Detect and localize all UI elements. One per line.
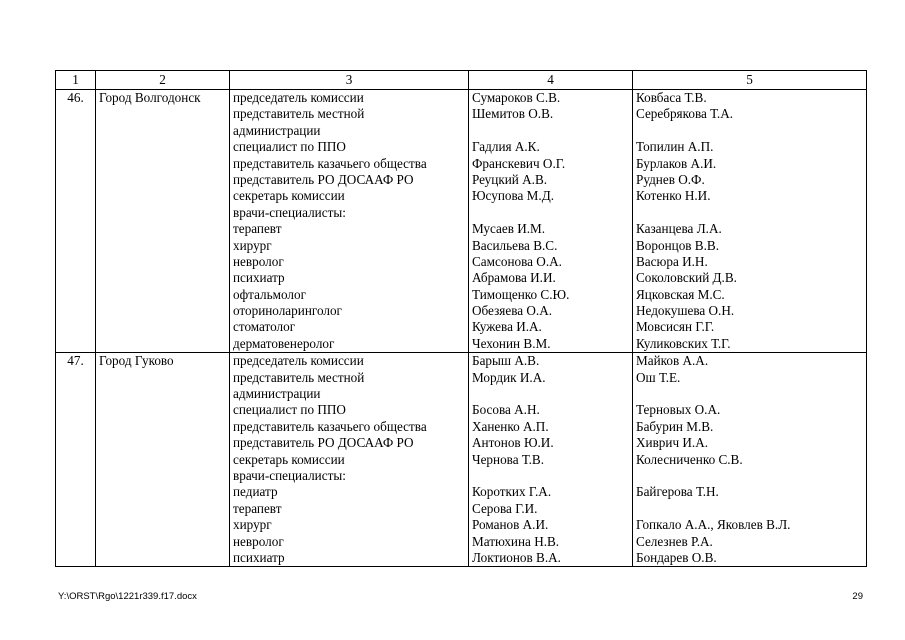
main-member-line <box>472 386 629 402</box>
footer-file-path: Y:\ORST\Rgo\1221r339.f17.docx <box>58 591 197 602</box>
role-line: секретарь комиссии <box>233 451 345 467</box>
role-line: врачи-специалисты: <box>233 467 346 483</box>
city-name: Город Гуково <box>96 353 230 567</box>
main-member-line: Гадлия А.К. <box>472 139 540 155</box>
role-line: специалист по ППО <box>233 139 346 155</box>
main-cell <box>469 353 633 567</box>
commission-table <box>55 70 867 567</box>
main-member-line: Абрамова И.И. <box>472 270 556 286</box>
reserve-cell <box>633 353 867 567</box>
header-col-1: 1 <box>56 71 96 90</box>
main-member-line: Мордик И.А. <box>472 369 546 385</box>
role-line: председатель комиссии <box>233 90 364 105</box>
role-line: хирург <box>233 517 272 533</box>
reserve-member-line <box>636 501 863 517</box>
reserve-member-line <box>636 468 863 484</box>
reserve-member-line: Хиврич И.А. <box>636 435 709 451</box>
main-member-line: Тимощенко С.Ю. <box>472 286 570 302</box>
role-line: представитель РО ДОСААФ РО <box>233 435 414 451</box>
reserve-member-line: Колесниченко С.В. <box>636 451 743 467</box>
reserve-member-line: Васюра И.Н. <box>636 253 708 269</box>
role-line: представитель местной <box>233 369 365 385</box>
main-member-line: Мусаев И.М. <box>472 221 546 237</box>
main-member-line: Васильева В.С. <box>472 237 558 253</box>
role-line: терапевт <box>233 500 282 516</box>
main-member-line: Юсупова М.Д. <box>472 188 554 204</box>
table-body <box>56 90 867 567</box>
reserve-member-line: Топилин А.П. <box>636 139 714 155</box>
role-line: председатель комиссии <box>233 353 364 369</box>
reserve-member-line: Байгерова Т.Н. <box>636 484 719 500</box>
role-line: администрации <box>233 122 321 138</box>
reserve-member-line: Яцковская М.С. <box>636 286 725 302</box>
header-col-4: 4 <box>469 71 633 90</box>
role-line: педиатр <box>233 484 278 500</box>
main-member-line: Коротких Г.А. <box>472 484 552 500</box>
reserve-member-line: Куликовских Т.Г. <box>636 335 731 351</box>
footer-page-number: 29 <box>852 591 863 602</box>
header-col-3: 3 <box>230 71 469 90</box>
main-member-line: Сумароков С.В. <box>472 90 561 105</box>
reserve-member-line: Терновых О.А. <box>636 402 721 418</box>
reserve-member-line: Недокушева О.Н. <box>636 303 735 319</box>
reserve-member-line: Котенко Н.И. <box>636 188 711 204</box>
reserve-member-line: Бондарев О.В. <box>636 549 717 565</box>
row-number: 47. <box>56 353 96 567</box>
reserve-member-line: Гопкало А.А., Яковлев В.Л. <box>636 517 791 533</box>
reserve-member-line: Мовсисян Г.Г. <box>636 319 715 335</box>
role-line: стоматолог <box>233 319 296 335</box>
reserve-member-line: Серебрякова Т.А. <box>636 106 734 122</box>
reserve-member-line <box>636 123 863 139</box>
main-member-line: Матюхина Н.В. <box>472 533 560 549</box>
main-member-line <box>472 468 629 484</box>
reserve-member-line: Ковбаса Т.В. <box>636 90 707 105</box>
header-row <box>56 71 867 90</box>
role-line: врачи-специалисты: <box>233 204 346 220</box>
reserve-member-line: Руднев О.Ф. <box>636 171 705 187</box>
roles-cell <box>230 90 469 353</box>
role-line: невролог <box>233 533 284 549</box>
header-col-2: 2 <box>96 71 230 90</box>
main-member-line: Ханенко А.П. <box>472 418 549 434</box>
row-number: 46. <box>56 90 96 353</box>
reserve-member-line: Бурлаков А.И. <box>636 155 717 171</box>
main-member-line: Чехонин В.М. <box>472 335 551 351</box>
reserve-member-line <box>636 205 863 221</box>
main-member-line: Барыш А.В. <box>472 353 540 369</box>
reserve-member-line: Ош Т.Е. <box>636 369 681 385</box>
reserve-cell <box>633 90 867 353</box>
main-member-line: Чернова Т.В. <box>472 451 544 467</box>
role-line: оториноларинголог <box>233 303 342 319</box>
main-member-line: Босова А.Н. <box>472 402 540 418</box>
role-line: представитель казачьего общества <box>233 155 427 171</box>
main-member-line: Реуцкий А.В. <box>472 171 548 187</box>
role-line: психиатр <box>233 549 285 565</box>
reserve-member-line: Бабурин М.В. <box>636 418 714 434</box>
main-member-line: Антонов Ю.И. <box>472 435 554 451</box>
main-cell <box>469 90 633 353</box>
main-member-line: Романов А.И. <box>472 517 549 533</box>
main-member-line: Франскевич О.Г. <box>472 155 566 171</box>
reserve-member-line: Селезнев Р.А. <box>636 533 713 549</box>
reserve-member-line <box>636 386 863 402</box>
role-line: хирург <box>233 237 272 253</box>
main-member-line <box>472 205 629 221</box>
reserve-member-line: Соколовский Д.В. <box>636 270 737 286</box>
table-row <box>56 90 867 353</box>
main-member-line: Локтионов В.А. <box>472 549 561 565</box>
header-col-5: 5 <box>633 71 867 90</box>
role-line: офтальмолог <box>233 286 306 302</box>
main-member-line <box>472 123 629 139</box>
reserve-member-line: Майков А.А. <box>636 353 709 369</box>
main-member-line: Кужева И.А. <box>472 319 542 335</box>
main-member-line: Шемитов О.В. <box>472 106 554 122</box>
role-line: представитель казачьего общества <box>233 418 427 434</box>
roles-cell <box>230 353 469 567</box>
role-line: представитель местной <box>233 106 365 122</box>
main-member-line: Серова Г.И. <box>472 500 538 516</box>
main-member-line: Обезяева О.А. <box>472 303 553 319</box>
role-line: терапевт <box>233 221 282 237</box>
role-line: психиатр <box>233 270 285 286</box>
main-member-line: Самсонова О.А. <box>472 253 562 269</box>
city-name: Город Волгодонск <box>96 90 230 353</box>
role-line: администрации <box>233 386 321 402</box>
role-line: дерматовенеролог <box>233 335 335 351</box>
role-line: специалист по ППО <box>233 402 346 418</box>
reserve-member-line: Казанцева Л.А. <box>636 221 722 237</box>
reserve-member-line: Воронцов В.В. <box>636 237 719 253</box>
table-row <box>56 353 867 567</box>
role-line: представитель РО ДОСААФ РО <box>233 171 414 187</box>
role-line: невролог <box>233 253 284 269</box>
role-line: секретарь комиссии <box>233 188 345 204</box>
